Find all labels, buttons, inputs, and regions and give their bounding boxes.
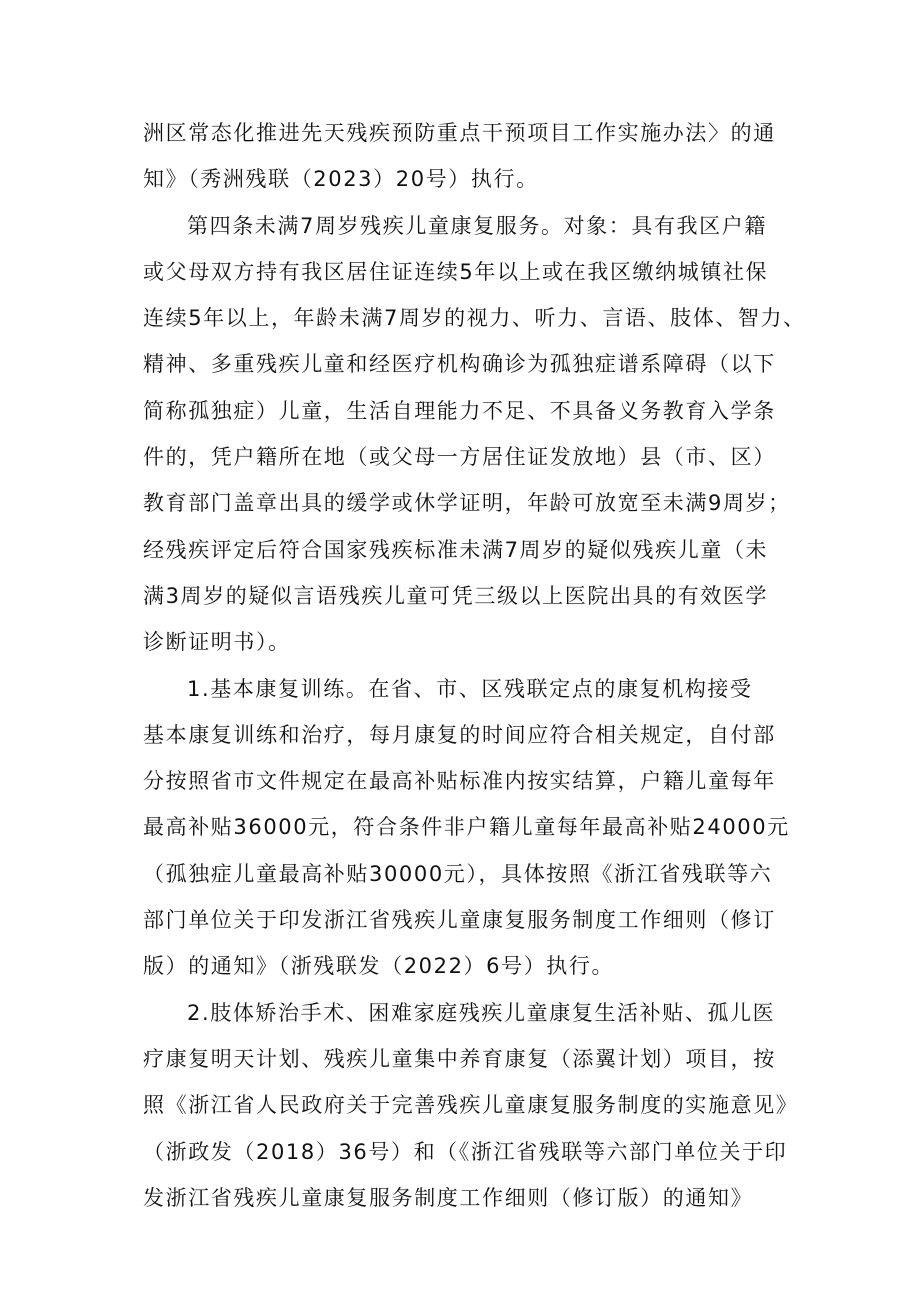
text-line: 发浙江省残疾儿童康复服务制度工作细则（修订版）的通知》 [143,1185,754,1210]
text-line: 连续5年以上，年龄未满7周岁的视力、听力、言语、肢体、智力、 [143,306,806,331]
text-line: （孤独症儿童最高补贴30000元），具体按照《浙江省残联等六 [143,861,773,886]
text-line: 经残疾评定后符合国家残疾标准未满7周岁的疑似残疾儿童（未 [143,537,769,562]
text-line: 分按照省市文件规定在最高补贴标准内按实结算，户籍儿童每年 [143,769,776,794]
text-line: 部门单位关于印发浙江省残疾儿童康复服务制度工作细则（修订 [143,908,776,933]
paragraph-start-line: 1.基本康复训练。在省、市、区残联定点的康复机构接受 [187,676,753,701]
text-line: 知》（秀洲残联（2023）20号）执行。 [143,167,539,192]
paragraph-start-line: 2.肢体矫治手术、困难家庭残疾儿童康复生活补贴、孤儿医 [187,1000,776,1025]
document-body [143,110,806,1221]
text-line: 简称孤独症）儿童，生活自理能力不足、不具备义务教育入学条 [143,398,776,423]
text-line: 或父母双方持有我区居住证连续5年以上或在我区缴纳城镇社保 [143,259,769,284]
text-line: 洲区常态化推进先天残疾预防重点干预项目工作实施办法〉的通 [143,121,776,145]
text-line: 照《浙江省人民政府关于完善残疾儿童康复服务制度的实施意见》 [143,1093,799,1118]
text-line: 精神、多重残疾儿童和经医疗机构确诊为孤独症谱系障碍（以下 [143,352,776,377]
paragraph-start-line: 第四条未满7周岁残疾儿童康复服务。对象：具有我区户籍 [187,213,767,238]
text-line: 基本康复训练和治疗，每月康复的时间应符合相关规定，自付部 [143,722,776,747]
text-line: 满3周岁的疑似言语残疾儿童可凭三级以上医院出具的有效医学 [143,583,769,608]
text-line: （浙政发（2018）36号）和（《浙江省残联等六部门单位关于印 [143,1139,788,1164]
text-line: 疗康复明天计划、残疾儿童集中养育康复（添翼计划）项目，按 [143,1046,776,1071]
text-line: 教育部门盖章出具的缓学或休学证明，年龄可放宽至未满9周岁； [143,491,791,516]
text-line: 件的，凭户籍所在地（或父母一方居住证发放地）县（市、区） [143,445,776,470]
text-line: 诊断证明书）。 [143,630,291,655]
text-line: 版）的通知》（浙残联发（2022）6号）执行。 [143,954,615,979]
text-line: 最高补贴36000元，符合条件非户籍儿童每年最高补贴24000元 [143,815,790,840]
